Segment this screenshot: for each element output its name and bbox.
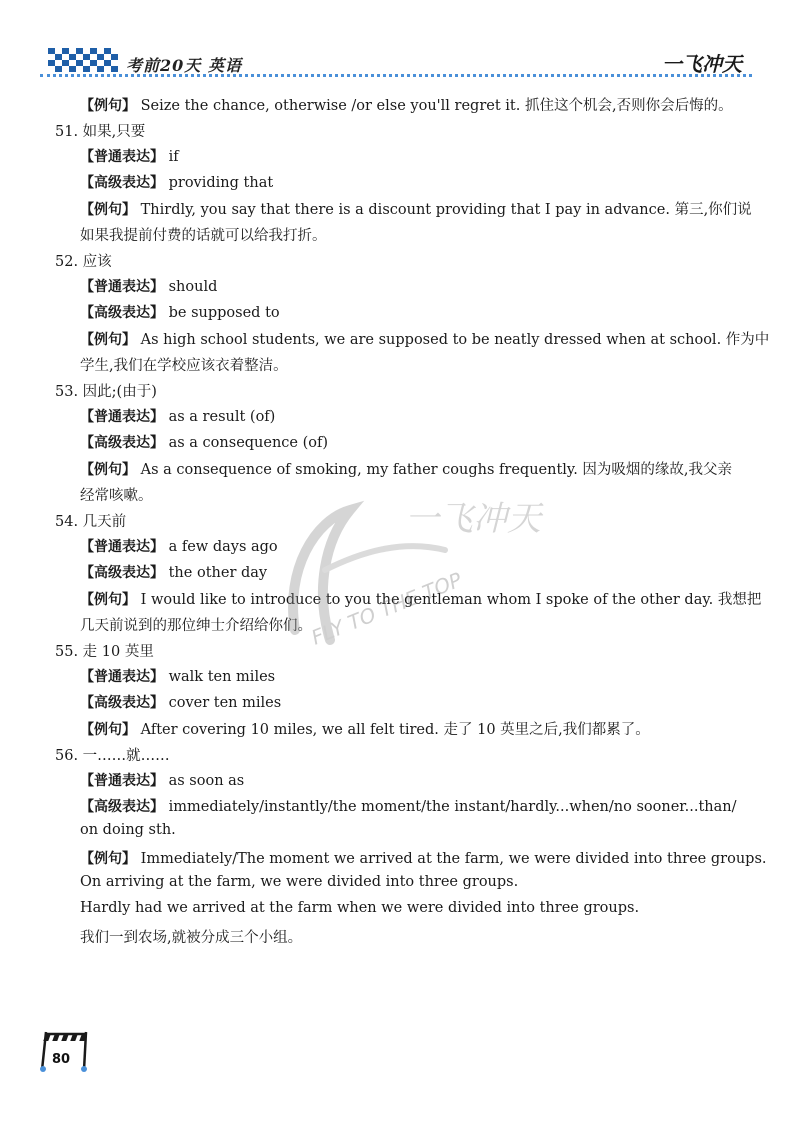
text-line [80, 484, 153, 505]
text-line [55, 640, 154, 661]
entry-line [80, 770, 244, 790]
entry-text: Immediately/The moment we arrived at the farm, we were divided into three groups. [136, 851, 767, 867]
entry-label: 【高级表达】 [80, 565, 164, 581]
entry-text: a few days ago [164, 539, 278, 555]
entry-text: the other day [164, 565, 268, 581]
entry-text: On arriving at the farm, we were divided into three groups. [80, 874, 519, 890]
entry-line [80, 848, 767, 868]
section-heading: 51. 如果,只要 [55, 124, 146, 140]
entry-line [80, 406, 275, 426]
text-line [80, 926, 302, 947]
entry-label: 【例句】 [80, 332, 136, 348]
entry-text: Thirdly, you say that there is a discount providing that I pay in advance. 第三,你们说 [136, 202, 752, 218]
entry-text: as soon as [164, 773, 245, 789]
entry-line [80, 666, 275, 686]
entry-line [80, 276, 217, 296]
entry-label: 【高级表达】 [80, 175, 164, 191]
entry-text: cover ten miles [164, 695, 282, 711]
entry-line [80, 692, 281, 712]
entry-text: 经常咳嗽。 [80, 488, 153, 504]
entry-text: 几天前说到的那位绅士介绍给你们。 [80, 618, 312, 634]
entry-label: 【普通表达】 [80, 669, 164, 685]
section-heading: 55. 走 10 英里 [55, 644, 154, 660]
text-line [80, 900, 639, 916]
entry-line [80, 718, 650, 739]
watermark-logo [255, 480, 555, 670]
entry-label: 【高级表达】 [80, 799, 164, 815]
entry-label: 【例句】 [80, 722, 136, 738]
text-line [55, 744, 170, 765]
entry-label: 【高级表达】 [80, 305, 164, 321]
section-heading: 56. 一……就…… [55, 748, 170, 764]
entry-text: as a result (of) [164, 409, 276, 425]
entry-text: Seize the chance, otherwise /or else you'll regret it. 抓住这个机会,否则你会后悔的。 [136, 98, 733, 114]
entry-text: if [164, 149, 179, 165]
text-line [55, 120, 145, 141]
entry-label: 【普通表达】 [80, 149, 164, 165]
text-line [80, 822, 176, 838]
entry-line [80, 562, 267, 582]
text-line [55, 510, 126, 531]
entry-label: 【例句】 [80, 851, 136, 867]
entry-text: I would like to introduce to you the gentleman whom I spoke of the other day. 我想把 [136, 592, 762, 608]
watermark-en: FLY TO THE TOP [307, 567, 466, 650]
entry-text: Hardly had we arrived at the farm when we were divided into three groups. [80, 900, 640, 916]
entry-text: 学生,我们在学校应该衣着整洁。 [80, 358, 288, 374]
entry-label: 【普通表达】 [80, 773, 164, 789]
entry-line [80, 172, 273, 192]
header-brand-logo: 一飞冲天 [662, 52, 742, 76]
entry-label: 【普通表达】 [80, 409, 164, 425]
page-header [40, 44, 760, 84]
text-line [55, 250, 112, 271]
entry-text: 我们一到农场,就被分成三个小组。 [80, 930, 303, 946]
text-line [80, 354, 288, 375]
entry-text: as a consequence (of) [164, 435, 329, 451]
entry-text: As high school students, we are supposed to be neatly dressed when at school. 作为中 [136, 332, 770, 348]
header-title: 考前20天 英语 [126, 56, 242, 75]
entry-line [80, 536, 278, 556]
entry-text: be supposed to [164, 305, 280, 321]
entry-line [80, 432, 328, 452]
text-line [80, 874, 518, 890]
entry-label: 【例句】 [80, 98, 136, 114]
page-number: 80 [52, 1052, 71, 1067]
header-divider [40, 74, 752, 77]
entry-label: 【普通表达】 [80, 279, 164, 295]
text-line [80, 224, 327, 245]
section-heading: 54. 几天前 [55, 514, 127, 530]
entry-line [80, 94, 733, 115]
entry-line [80, 146, 179, 166]
entry-line [80, 328, 769, 349]
entry-line [80, 198, 752, 219]
entry-text: providing that [164, 175, 274, 191]
checkered-flag-icon [48, 48, 118, 72]
page-footer [40, 1028, 92, 1072]
entry-text: immediately/instantly/the moment/the instant/hardly...when/no sooner...than/ [164, 799, 737, 815]
entry-text: on doing sth. [80, 822, 176, 838]
entry-line [80, 302, 280, 322]
entry-text: walk ten miles [164, 669, 276, 685]
entry-text: As a consequence of smoking, my father coughs frequently. 因为吸烟的缘故,我父亲 [136, 462, 733, 478]
section-heading: 53. 因此;(由于) [55, 384, 157, 400]
text-line [55, 380, 157, 401]
entry-label: 【例句】 [80, 202, 136, 218]
section-heading: 52. 应该 [55, 254, 112, 270]
entry-text: After covering 10 miles, we all felt tired. 走了 10 英里之后,我们都累了。 [136, 722, 650, 738]
watermark-cn: 一飞冲天 [405, 499, 541, 539]
entry-label: 【高级表达】 [80, 695, 164, 711]
entry-label: 【普通表达】 [80, 539, 164, 555]
entry-label: 【例句】 [80, 462, 136, 478]
entry-line [80, 796, 736, 816]
entry-label: 【高级表达】 [80, 435, 164, 451]
entry-label: 【例句】 [80, 592, 136, 608]
entry-line [80, 458, 732, 479]
entry-text: should [164, 279, 218, 295]
entry-text: 如果我提前付费的话就可以给我打折。 [80, 228, 327, 244]
